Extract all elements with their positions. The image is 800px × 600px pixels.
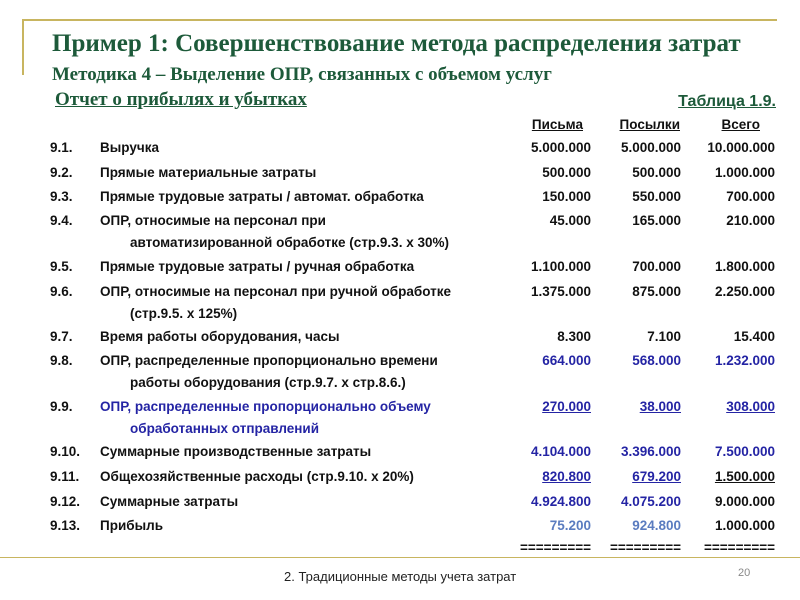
row-value: 2.250.000 (714, 284, 775, 299)
row-number: 9.3. (50, 189, 73, 204)
row-number: 9.10. (50, 444, 81, 459)
row-label: ОПР, распределенные пропорционально объему (100, 399, 431, 414)
report-title: Отчет о прибылях и убытках (55, 89, 307, 110)
row-label: Время работы оборудования, часы (100, 329, 340, 344)
row-value: 875.000 (632, 284, 681, 299)
row-label-continued: (стр.9.5. х 125%) (130, 306, 238, 321)
row-value: 4.104.000 (530, 444, 591, 459)
row-value: 550.000 (632, 189, 681, 204)
row-label: Общехозяйственные расходы (стр.9.10. х 20%) (100, 469, 414, 484)
row-value: 820.800 (542, 469, 591, 484)
row-label: Суммарные производственные затраты (100, 444, 372, 459)
row-value: 15.400 (733, 329, 775, 344)
row-value: 5.000.000 (530, 140, 591, 155)
row-number: 9.5. (50, 259, 73, 274)
row-label: ОПР, распределенные пропорционально времени (100, 353, 438, 368)
row-number: 9.13. (50, 518, 81, 533)
row-label: Суммарные затраты (100, 494, 239, 509)
left-rule (22, 19, 24, 75)
row-value: 150.000 (542, 189, 591, 204)
row-value: 270.000 (542, 399, 591, 414)
column-header-total: Всего (721, 117, 760, 132)
row-value: 7.500.000 (714, 444, 775, 459)
row-value: 500.000 (542, 165, 591, 180)
row-label-continued: обработанных отправлений (130, 421, 320, 436)
double-underline: ========= (610, 540, 681, 555)
row-number: 9.12. (50, 494, 81, 509)
row-value: 1.000.000 (714, 518, 775, 533)
row-value: 165.000 (632, 213, 681, 228)
row-value: 4.075.200 (620, 494, 681, 509)
row-number: 9.1. (50, 140, 73, 155)
row-value: 308.000 (726, 399, 775, 414)
double-underline: ========= (704, 540, 775, 555)
row-value: 664.000 (542, 353, 591, 368)
double-underline: ========= (520, 540, 591, 555)
row-value: 4.924.800 (530, 494, 591, 509)
row-label: Прямые материальные затраты (100, 165, 317, 180)
page-number: 20 (738, 567, 751, 579)
row-label: ОПР, относимые на персонал при ручной обработке (100, 284, 452, 299)
row-label: Прямые трудовые затраты / автомат. обработка (100, 189, 424, 204)
row-value: 9.000.000 (714, 494, 775, 509)
row-value: 568.000 (632, 353, 681, 368)
row-value: 500.000 (632, 165, 681, 180)
row-value: 45.000 (549, 213, 591, 228)
row-value: 1.232.000 (714, 353, 775, 368)
row-value: 38.000 (639, 399, 681, 414)
row-label: Прямые трудовые затраты / ручная обработка (100, 259, 415, 274)
row-number: 9.6. (50, 284, 73, 299)
column-header-parcels: Посылки (619, 117, 680, 132)
row-label-continued: автоматизированной обработке (стр.9.3. х 30%) (130, 235, 449, 250)
row-number: 9.11. (50, 469, 80, 484)
row-value: 1.100.000 (530, 259, 591, 274)
row-value: 1.800.000 (714, 259, 775, 274)
footer-text: 2. Традиционные методы учета затрат (284, 569, 517, 584)
row-value: 924.800 (632, 518, 681, 533)
column-header-letters: Письма (531, 117, 583, 132)
row-number: 9.8. (50, 353, 73, 368)
row-value: 10.000.000 (707, 140, 775, 155)
row-number: 9.7. (50, 329, 73, 344)
row-number: 9.4. (50, 213, 73, 228)
bottom-rule (0, 557, 800, 558)
row-value: 7.100 (647, 329, 681, 344)
row-value: 8.300 (557, 329, 591, 344)
row-number: 9.2. (50, 165, 73, 180)
row-value: 75.200 (549, 518, 591, 533)
row-number: 9.9. (50, 399, 73, 414)
row-value: 1.375.000 (530, 284, 591, 299)
top-rule (22, 19, 777, 21)
row-value: 210.000 (726, 213, 775, 228)
slide-title: Пример 1: Совершенствование метода распределения затрат (52, 30, 741, 57)
row-value: 679.200 (632, 469, 681, 484)
slide-subtitle: Методика 4 – Выделение ОПР, связанных с объемом услуг (52, 64, 552, 85)
row-value: 3.396.000 (620, 444, 681, 459)
row-value: 700.000 (726, 189, 775, 204)
table-label: Таблица 1.9. (678, 93, 776, 110)
row-value: 700.000 (632, 259, 681, 274)
row-label: ОПР, относимые на персонал при (100, 213, 326, 228)
row-value: 1.000.000 (714, 165, 775, 180)
row-value: 1.500.000 (714, 469, 775, 484)
row-value: 5.000.000 (620, 140, 681, 155)
row-label-continued: работы оборудования (стр.9.7. х стр.8.6.) (130, 375, 406, 390)
row-label: Выручка (100, 140, 159, 155)
row-label: Прибыль (100, 518, 163, 533)
